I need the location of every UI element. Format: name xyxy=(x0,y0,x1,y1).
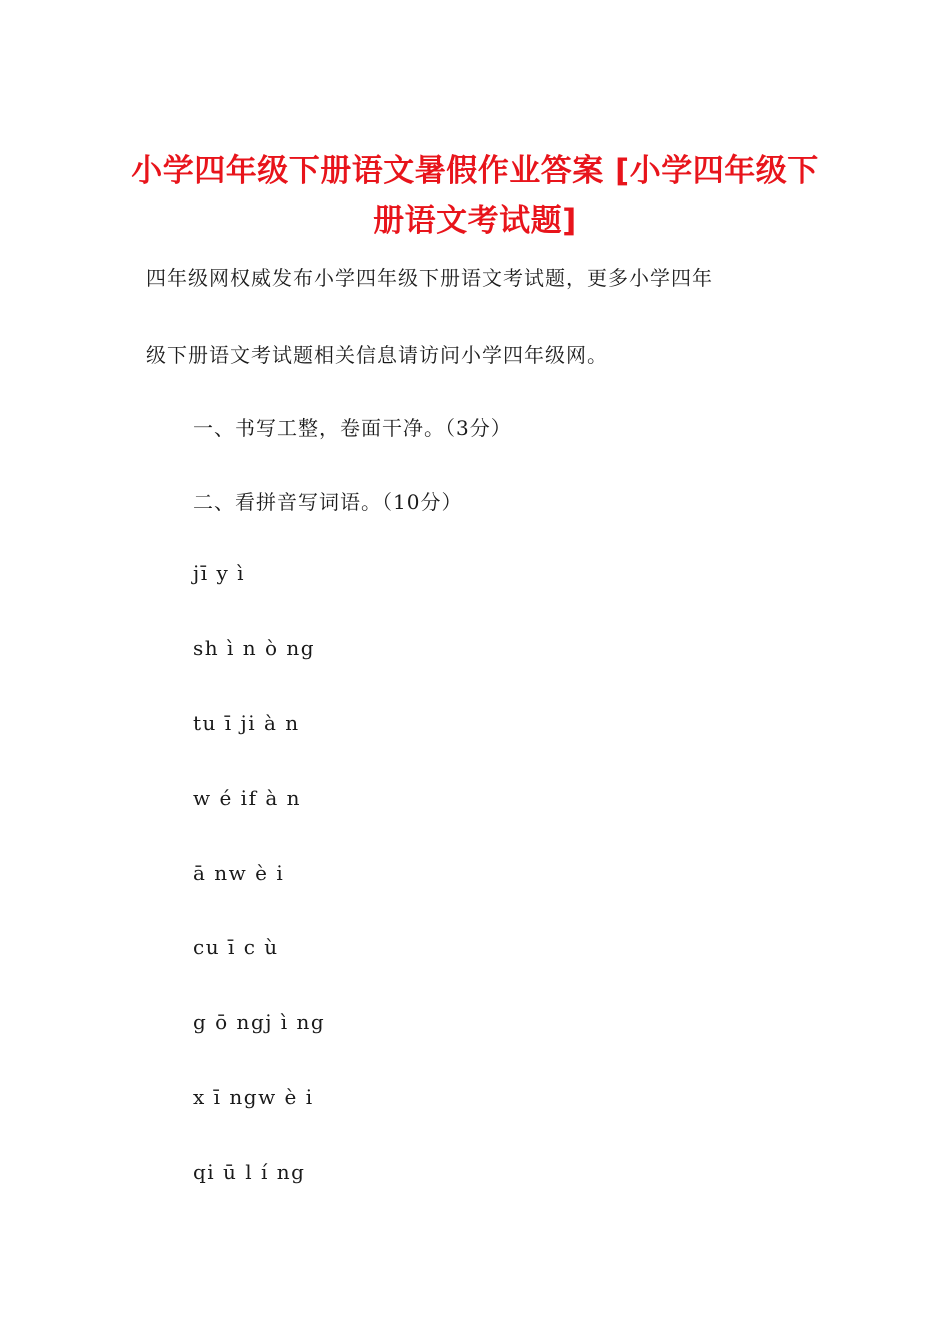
pinyin-item-1: jī y ì xyxy=(193,561,246,585)
pinyin-item-6: cu ī c ù xyxy=(193,935,279,959)
pinyin-item-8: x ī ngw è i xyxy=(193,1085,314,1109)
pinyin-item-4: w é if à n xyxy=(193,786,301,810)
pinyin-item-3: tu ī ji à n xyxy=(193,711,300,735)
intro-line-1: 四年级网权威发布小学四年级下册语文考试题，更多小学四年 xyxy=(146,266,713,290)
intro-line-2: 级下册语文考试题相关信息请访问小学四年级网。 xyxy=(146,343,608,367)
pinyin-item-2: sh ì n ò ng xyxy=(193,636,316,660)
section-heading-1: 一、书写工整，卷面干净。（3分） xyxy=(193,416,512,440)
document-title: 小学四年级下册语文暑假作业答案 [小学四年级下册语文考试题] xyxy=(131,153,819,239)
pinyin-item-9: qi ū l í ng xyxy=(193,1160,306,1184)
section-heading-2: 二、看拼音写词语。（10分） xyxy=(193,490,463,514)
pinyin-item-7: g ō ngj ì ng xyxy=(193,1010,326,1034)
pinyin-item-5: ā nw è i xyxy=(193,861,285,885)
